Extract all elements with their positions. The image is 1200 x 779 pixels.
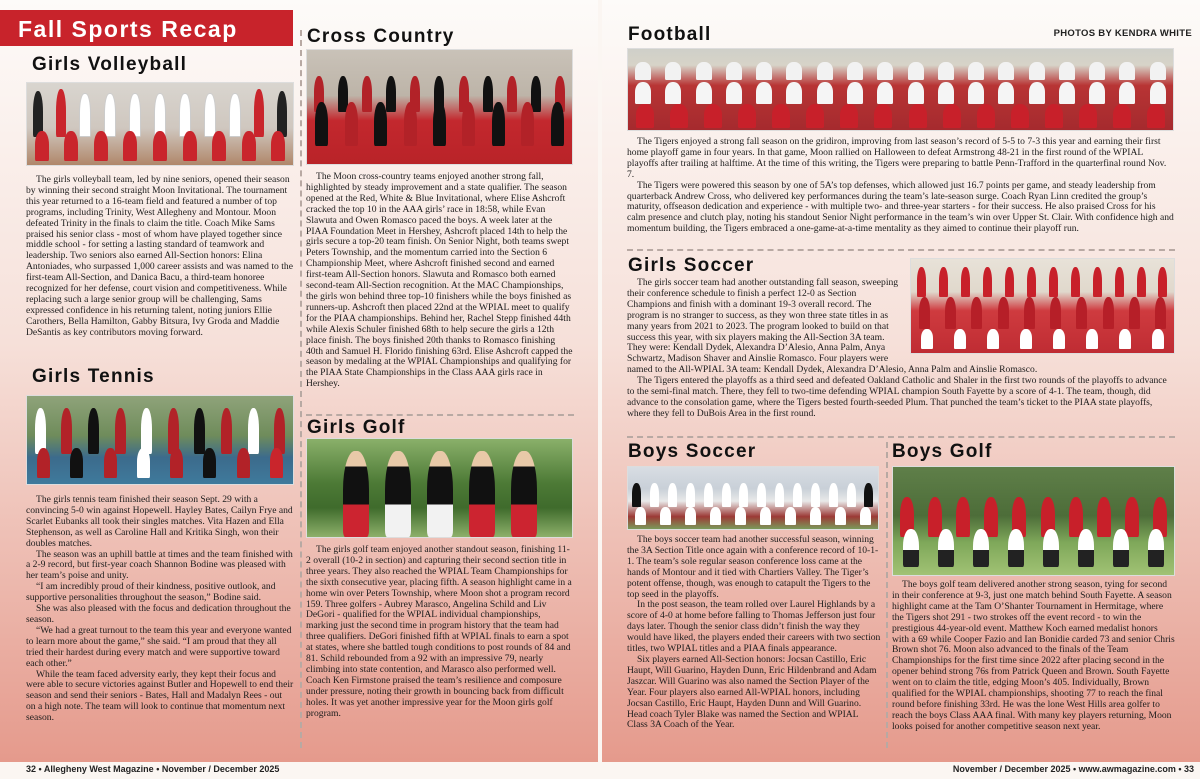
right-page bbox=[602, 0, 1200, 774]
girls-golf-article bbox=[306, 545, 574, 747]
football-team-photo bbox=[627, 48, 1174, 131]
section-divider bbox=[306, 414, 574, 416]
left-page-folio: 32 • Allegheny West Magazine • November / December 2025 bbox=[26, 764, 280, 774]
cross-country-heading: Cross Country bbox=[307, 26, 455, 47]
column-divider bbox=[300, 30, 302, 748]
boys-soccer-paragraph: In the post season, the team rolled over Laurel Highlands by a score of 4-0 at home before falling to Thomas Jefferson just four days later. Though the senior class didn’t finish the way they would have liked, the players ended their careers with two section titles, two WPIAL titles and a PIAA finals appearance. bbox=[627, 599, 881, 655]
boys-soccer-paragraph: The boys soccer team had another successful season, winning the 3A Section Title once again with a conference record of 10-1-1. The team’s sole regular season conference loss came at the hands of Montour and it tied with Chartiers Valley. The Tiger’s potent offense, though, was enough to catapult the Tigers to the top seed in the playoffs. bbox=[627, 534, 879, 600]
football-paragraph: The Tigers were powered this season by one of 5A’s top defenses, which allowed just 16.7 points per game, and steady leadership from quarterback Andrew Cross, who delivered key performances during the team’s late-season surge. Coach Ryan Linn credited the group’s maturity, offseason dedication and experience - with multiple two- and three-year starters - for their success. He also praised Cross for his calm presence and clutch play, noting his standout Senior Night performance in the team’s win over Upper St. Clair. With confidence high and momentum building, the Tigers embraced a one-game-at-a-time mentality as they aimed to continue their playoff run. bbox=[627, 179, 1174, 235]
football-paragraph: The Tigers enjoyed a strong fall season on the gridiron, improving from last season’s record of 5-5 to 7-3 this year and earning their first home playoff game in four years. In that game, Moon rallied on Halloween to defeat Armstrong 48-21 in the first round of the WPIAL playoffs after trailing at halftime. At the time of this writing, the Tigers were preparing to battle Penn-Trafford in the quarterfinal round Nov. 7. bbox=[627, 136, 1167, 180]
column-divider bbox=[886, 442, 888, 748]
boys-soccer-article bbox=[627, 535, 881, 747]
volleyball-paragraph: The girls volleyball team, led by nine seniors, opened their season by winning their second straight Moon Invitational. The tournament this year returned to a 16-team field and featured a number of top programs, including Trinity, West Allegheny and Montour. Moon defeated Trinity in the finals to claim the title. Coach Mike Sams praised his senior class - most of whom have played together since middle school - for setting a lasting standard of teamwork and leadership. Two seniors also earned All-Section honors: Elina Antoniades, who surpassed 1,000 career assists and was named to the first-team All-Section, and Danica Bacu, a third-team honoree recognized for her defense, court vision and competitiveness. While replacing such a large senior group will be challenging, Sams expressed confidence in his returning talent, noting juniors Ellie Carothers, Bella Hamilton, Gabby Bitsura, Ivy Groda and Maddie DeSantis as key contributors moving forward. bbox=[26, 174, 293, 338]
photo-credit: PHOTOS BY KENDRA WHITE bbox=[1053, 28, 1192, 39]
girls-golf-paragraph: The girls golf team enjoyed another standout season, finishing 11-2 overall (10-2 in section) and capturing their second section title in three years. They also reached the WPIAL Team Championships for the sixth consecutive year, placing fifth. A season highlight came in a home win over Peters Township, where Moon shot a program record 159. Three golfers - Aubrey Marasco, Angelina Schild and Liv DeGori - qualified for the WPIAL individual championships, marking just the second time in program history that the team had three qualifiers. DeGori finished fifth at WPIAL finals to earn a spot at states, where she battled tough conditions to post rounds of 84 and 81. Schild rebounded from a 92 with an impressive 79, nearly climbing into state contention, and Marasco also performed well. Coach Ken Firmstone praised the team’s resilience and composure under pressure, noting their growth in bouncing back from difficult holes. It was yet another impressive year for the Moon girls golf program. bbox=[306, 544, 572, 719]
section-divider bbox=[627, 436, 1175, 438]
boys-soccer-paragraph: Six players earned All-Section honors: Jocsan Castillo, Eric Haupt, Will Guarino, Hayden Dunn, Eric Hildenbrand and Adam Jaszcar. Will Guarino was also named the Section Player of the Year. Four players also earned All-WPIAL honors, including Jocsan Castillo, Eric Haupt, Hayden Dunn and Will Guarino. Head coach Tyler Blake was named the Section and WPIAL Class 3A Coach of the Year. bbox=[627, 653, 877, 731]
boys-golf-paragraph: The boys golf team delivered another strong season, tying for second in their conference at 9-3, just one match behind South Fayette. A season highlight came at the Tam O’Shanter Tournament in Hermitage, where the Tigers shot 291 - two strokes off the event record - to win the prestigious 44-year-old event. Matthew Koch earned medalist honors with a 69 while Cooper Fazio and Ian Bonidie carded 73 and senior Chris Brown shot 76. Moon also advanced to the finals of the Team Championships for the first time since 2022 after placing second in the opener behind strong 76s from Patrick Queen and Brown. South Fayette went on to claim the title, edging Moon’s 405. Individually, Brown qualified for the WPIAL championships, shooting 77 to reach the final round before finishing 33rd. He was the lone West Hills area golfer to reach the boys Class AAA final. With many key players returning, Moon looks poised for another competitive season next year. bbox=[892, 579, 1175, 732]
volleyball-heading: Girls Volleyball bbox=[32, 54, 188, 75]
tennis-paragraph: “I am incredibly proud of their kindness, positive outlook, and supportive personalities throughout the season,” Bodine said. bbox=[26, 581, 276, 604]
tennis-paragraph: “We had a great turnout to the team this year and everyone wanted to learn more about the game,” she said. “I am proud that they all tried their hardest during every match and were supportive toward each other.” bbox=[26, 624, 292, 669]
girls-golf-team-photo bbox=[306, 438, 573, 538]
girls-golf-heading: Girls Golf bbox=[307, 417, 406, 438]
boys-golf-heading: Boys Golf bbox=[892, 441, 993, 462]
girls-soccer-article bbox=[627, 278, 1175, 432]
left-page bbox=[0, 0, 598, 774]
cross-country-paragraph: The Moon cross-country teams enjoyed another strong fall, highlighted by steady improvement and a state qualifier. The season opened at the Red, White & Blue Invitational, where Elise Ashcroft cracked the top 10 in the AAA girls’ race in 18:58, while Evan Slawuta and Owen Romasco paced the boys. A week later at the PIAA Foundation Meet in Hershey, Ashcroft placed 14th to help the girls secure a top-20 team finish. On Senior Night, both teams swept Peters Township, and the momentum carried into the Section 6 Championship Meet, where Ashcroft finished second and earned first-team All-Section honors. Slawuta and Romasco both earned second-team All-Section recognition. At the MAC Championships, the girls won behind three top-10 finishers while the boys finished as runners-up. Ashcroft then placed 22nd at the WPIAL meet to qualify for the PIAA championships. Behind her, Rachel Stepp finished 44th while Alexis Schuler finished 68th to help secure the girls a 12th place finish. The boys finished 20th thanks to Romasco finishing 40th and Samuel H. Florido finishing 63rd. Elise Ashcroft capped the season by medaling at the WPIAL Championships and qualifying for the PIAA State Championships in the Class AAA girls race in Hershey. bbox=[306, 171, 573, 390]
boys-soccer-heading: Boys Soccer bbox=[628, 441, 757, 462]
tennis-heading: Girls Tennis bbox=[32, 366, 155, 387]
volleyball-article bbox=[26, 175, 294, 359]
tennis-article bbox=[26, 495, 294, 747]
girls-soccer-paragraph: The Tigers entered the playoffs as a third seed and defeated Oakland Catholic and Shaler in the first two rounds of the playoffs to advance to the semi-final match. There, they fell to two-time defending WPIAL champion South Fayette by a score of 4-1. The team, though, did advance to the consolation game, where the Tigers bested fourth-seeded Plum. That punched the team’s ticket to the PIAA state playoffs, where they fell to DuBois Area in the first round. bbox=[627, 375, 1167, 419]
boys-soccer-team-photo bbox=[627, 466, 879, 530]
tennis-paragraph: While the team faced adversity early, they kept their focus and were able to secure victories against Butler and Hopewell to end their season and send their seniors - Bates, Hall and Madalyn Rees - out on a high note. The team will look to continue that momentum next season. bbox=[26, 668, 294, 724]
girls-soccer-heading: Girls Soccer bbox=[628, 255, 755, 276]
football-article bbox=[627, 137, 1175, 245]
tennis-paragraph: She was also pleased with the focus and dedication throughout the season. bbox=[26, 603, 291, 625]
cross-country-article bbox=[306, 172, 574, 410]
tennis-paragraph: The season was an uphill battle at times and the team finished with a 2-9 record, but first-year coach Shannon Bodine was pleased with her team’s poise and unity. bbox=[26, 548, 293, 582]
right-page-folio: November / December 2025 • www.awmagazine.com • 33 bbox=[952, 764, 1194, 774]
cross-country-team-photo bbox=[306, 49, 573, 165]
boys-golf-team-photo bbox=[892, 466, 1175, 576]
section-divider bbox=[627, 249, 1175, 251]
photo-wrap-spacer bbox=[900, 278, 1175, 356]
football-heading: Football bbox=[628, 24, 712, 45]
section-banner: Fall Sports Recap bbox=[0, 10, 293, 46]
tennis-paragraph: The girls tennis team finished their season Sept. 29 with a convincing 5-0 win against Hopewell. Hayley Bates, Cailyn Frye and Scarlet Eubanks all took their singles matches. Vita Hazen and Ella Stephenson, as well as Caroline Hall and Kritika Singh, won their doubles matches. bbox=[26, 494, 293, 549]
volleyball-team-photo bbox=[26, 82, 294, 166]
boys-golf-article bbox=[892, 580, 1176, 747]
tennis-team-photo bbox=[26, 395, 294, 485]
girls-soccer-paragraph: The girls soccer team had another outstanding fall season, sweeping their conference schedule to finish a perfect 12-0 as Section Champions and finish with a dominant 19-3 overall record. The program is no stranger to success, as they won three state titles in as many years from 2021 to 2023. The program looked to build on that success this year, with six players making the All-Section 3A team. They were: Kendall Dydek, Alexandra D’Alesio, Anna Palm, Anya Schwartz, Madison Shaver and Ainslie Romasco. Four players were named to the All-WPIAL 3A team: Kendall Dydek, Alexandra D’Alesio, Anna Palm and Ainslie Romasco. bbox=[627, 277, 1038, 376]
